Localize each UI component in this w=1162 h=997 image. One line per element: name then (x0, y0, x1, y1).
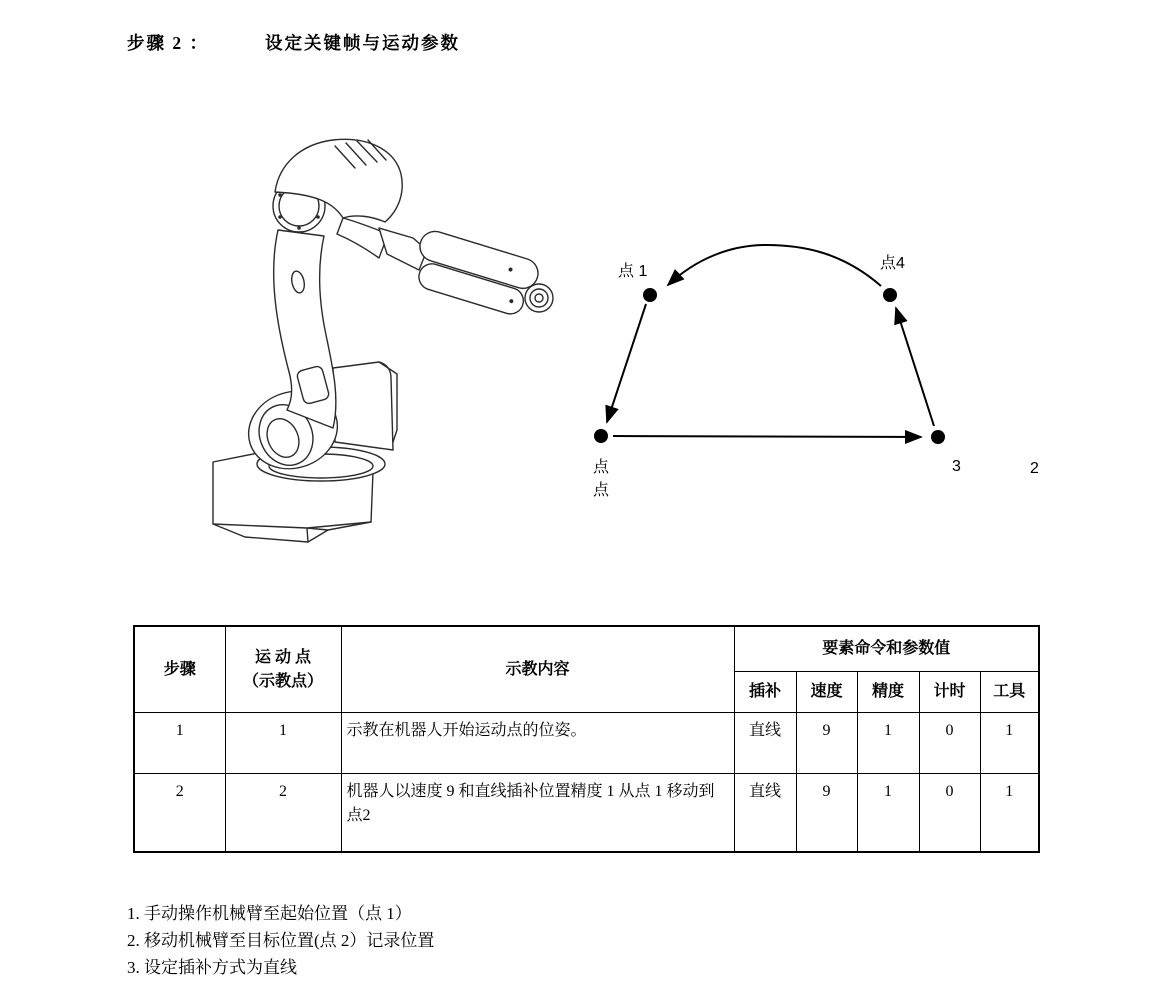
robot-arm-drawing (183, 130, 583, 550)
notes-list (127, 900, 434, 981)
dot-point1 (643, 288, 657, 302)
col-header-speed: 速度 (796, 672, 857, 713)
line-bottomleft-to-bottomright (613, 436, 921, 437)
cell-speed: 9 (796, 713, 857, 774)
cell-timing: 0 (919, 713, 980, 774)
page-title (127, 30, 460, 55)
dot-point4 (883, 288, 897, 302)
title-step-label: 步骤 2 ： (127, 33, 209, 53)
cell-precision: 1 (857, 713, 919, 774)
robot-axis1-housing (333, 362, 393, 450)
cell-point: 1 (225, 713, 341, 774)
col-header-timing: 计时 (919, 672, 980, 713)
col-header-motion-point (225, 626, 341, 713)
label-bottom-left-2: 点 (593, 482, 610, 499)
teaching-table (133, 625, 1040, 853)
cell-timing: 0 (919, 774, 980, 853)
col-header-param-group: 要素命令和参数值 (734, 626, 1039, 672)
motion-path-diagram (580, 238, 1060, 508)
path-diagram-svg (580, 238, 1060, 508)
cell-point: 2 (225, 774, 341, 853)
motion-point-line2: （示教点） (242, 672, 323, 690)
col-header-precision: 精度 (857, 672, 919, 713)
table-header-row-1 (134, 626, 1039, 672)
robot-forearm (408, 228, 542, 319)
table-row (134, 774, 1039, 853)
table-row (134, 713, 1039, 774)
arc-point4-to-point1 (668, 245, 881, 286)
label-number-2: 2 (1030, 460, 1039, 477)
cell-content: 机器人以速度 9 和直线插补位置精度 1 从点 1 移动到点2 (341, 774, 734, 853)
col-header-tool: 工具 (980, 672, 1039, 713)
line-point1-to-bottomleft (607, 304, 646, 422)
dot-bottom-left (594, 429, 608, 443)
cell-step: 1 (134, 713, 225, 774)
dot-bottom-right (931, 430, 945, 444)
cell-precision: 1 (857, 774, 919, 853)
robot-illustration (183, 130, 583, 550)
cell-speed: 9 (796, 774, 857, 853)
cell-tool: 1 (980, 713, 1039, 774)
cell-step: 2 (134, 774, 225, 853)
cell-tool: 1 (980, 774, 1039, 853)
label-bottom-left-1: 点 (593, 459, 610, 476)
col-header-step: 步骤 (134, 626, 225, 713)
cell-content: 示教在机器人开始运动点的位姿。 (341, 713, 734, 774)
col-header-interp: 插补 (734, 672, 796, 713)
note-item: 2. 移动机械臂至目标位置(点 2）记录位置 (127, 931, 435, 950)
robot-neck-link (337, 218, 388, 258)
note-item: 1. 手动操作机械臂至起始位置（点 1） (127, 904, 412, 923)
label-point1: 点 1 (618, 263, 648, 280)
line-bottomright-to-point4 (896, 308, 934, 426)
motion-point-line1: 运 动 点 (254, 649, 311, 667)
col-header-teach-content: 示教内容 (341, 626, 734, 713)
robot-wrist-inner (535, 294, 543, 302)
note-item: 3. 设定插补方式为直线 (127, 958, 297, 977)
title-text: 设定关键帧与运动参数 (265, 33, 460, 53)
label-point4: 点4 (880, 255, 905, 272)
label-number-3: 3 (952, 458, 961, 475)
cell-interp: 直线 (734, 713, 796, 774)
cell-interp: 直线 (734, 774, 796, 853)
